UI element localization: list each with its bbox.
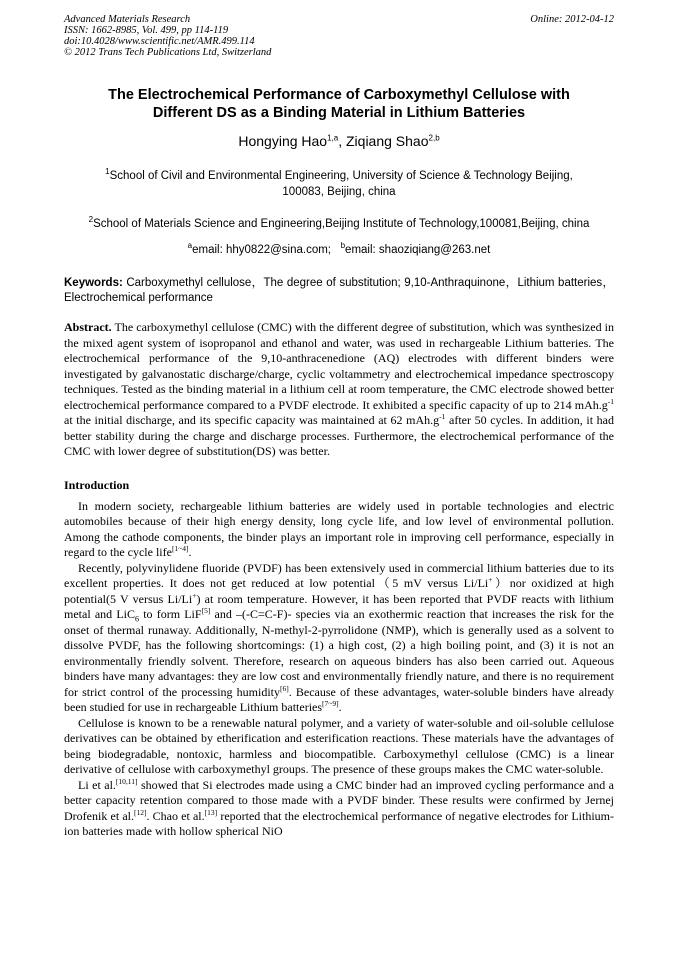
author-1-affil-mark: 1,a bbox=[327, 133, 339, 143]
intro-p1-text-2: . bbox=[188, 545, 192, 559]
abstract-unit-sup-2: -1 bbox=[439, 412, 446, 421]
copyright-line: © 2012 Trans Tech Publications Ltd, Switzerland bbox=[64, 47, 272, 58]
intro-p2-text-3: ) at room temperature. However, it has been reported that PVDF reacts with lithium metal and LiC bbox=[64, 591, 614, 621]
citation: [6] bbox=[280, 683, 289, 693]
intro-paragraph-2 bbox=[64, 561, 614, 716]
email-2-mark: b bbox=[340, 241, 346, 251]
citation: [1~4] bbox=[171, 544, 189, 553]
intro-paragraph-3: Cellulose is known to be a renewable natural polymer, and a variety of water-soluble and oil-soluble cellulose derivatives can be obtained by etherification and esterification reactions. These materials have the advantages of being biodegradable, nontoxic, harmless and biocompatible. Carboxymethyl cellulose (CMC) is a linear derivative of cellulose with carboxymethyl groups. The presence of these groups makes the CMC water-soluble. bbox=[64, 715, 614, 776]
formula-subscript: 6 bbox=[135, 614, 140, 624]
online-date: Online: 2012-04-12 bbox=[530, 14, 614, 25]
title-line-1: The Electrochemical Performance of Carboxymethyl Cellulose with bbox=[108, 87, 570, 103]
intro-p2-text-6: . Because of these advantages, water-soluble binders have already been studied for use in rechargeable Lithium batteries bbox=[64, 684, 615, 714]
intro-paragraph-1 bbox=[64, 499, 614, 561]
abstract-label: Abstract. bbox=[64, 320, 112, 334]
intro-p2-text-5: and –(-C=C-F)- species via an exothermic reaction that increases the risk for the onset of thermal runaway. Additionally, N-methyl-2-pyrrolidone (NMP), which is generally used as a solvent to dissolve PVDF, has the following shortcomings: (1) a high cost, (2) a high boiling point, and (3) it is not an environmentally friendly solvent. Therefore, research on aqueous binders has also been carried out. Aqueous binders have many advantages: they are low cost and environmentally friendly nature, and there is no requirement for strict control of the processing humidity bbox=[64, 607, 615, 699]
charge-sup: + bbox=[192, 590, 197, 600]
affiliation-2-text: School of Materials Science and Engineering,Beijing Institute of Technology,100081,Beijing, china bbox=[93, 218, 590, 230]
keywords-label: Keywords: bbox=[64, 277, 123, 289]
citation: [12] bbox=[133, 807, 147, 817]
author-separator: , bbox=[338, 133, 346, 149]
doi-line: doi:10.4028/www.scientific.net/AMR.499.114 bbox=[64, 36, 255, 47]
author-1: Hongying Hao bbox=[238, 133, 328, 149]
intro-p4-text-2: showed that Si electrodes made using a CMC binder had an improved cycling performance and a better capacity retention compared to those made with a PVDF binder. These results were confirmed by Jernej Drofenik et al. bbox=[64, 777, 615, 823]
email-1: email: hhy0822@sina.com; bbox=[192, 244, 331, 256]
affiliation-2-mark: 2 bbox=[88, 215, 94, 225]
affiliation-2 bbox=[64, 216, 614, 232]
intro-p2-text-2: ）nor oxidized at high potential(5 V versus Li/Li bbox=[64, 576, 614, 606]
citation: [7~9] bbox=[322, 699, 339, 708]
author-2: Ziqiang Shao bbox=[346, 133, 429, 149]
intro-p4-text-1: Li et al. bbox=[78, 777, 116, 792]
paper-title bbox=[64, 86, 614, 122]
email-1-mark: a bbox=[187, 241, 193, 251]
intro-p4-text-4: reported that the electrochemical performance of negative electrodes for Lithium-ion batteries made with hollow spherical NiO bbox=[64, 808, 614, 838]
keywords-text: Carboxymethyl cellulose，The degree of substitution; 9,10-Anthraquinone，Lithium batteries， Electrochemical performance bbox=[64, 277, 614, 304]
affiliation-1-line-2: 100083, Beijing, china bbox=[282, 186, 396, 198]
affiliation-1-line-1: School of Civil and Environmental Engineering, University of Science & Technology Beijing, bbox=[109, 170, 573, 182]
affiliation-1-mark: 1 bbox=[105, 167, 110, 177]
abstract-unit-sup-1: -1 bbox=[607, 396, 614, 406]
keywords-block bbox=[64, 276, 614, 306]
journal-name: Advanced Materials Research bbox=[64, 14, 191, 25]
author-2-affil-mark: 2,b bbox=[428, 133, 440, 143]
intro-p4-text-3: . Chao et al. bbox=[146, 808, 205, 823]
intro-p2-text-1: Recently, polyvinylidene fluoride (PVDF) has been extensively used in commercial lithium batteries due to its excellent properties. It does not get reduced at low potential（5 mV versus Li/Li bbox=[64, 560, 614, 590]
journal-header bbox=[64, 14, 614, 58]
citation: [5] bbox=[201, 606, 211, 615]
section-heading-introduction: Introduction bbox=[64, 477, 130, 492]
issn-line: ISSN: 1662-8985, Vol. 499, pp 114-119 bbox=[64, 25, 229, 36]
charge-sup: + bbox=[488, 575, 493, 584]
citation: [10,11] bbox=[115, 776, 138, 786]
intro-p1-text-1: In modern society, rechargeable lithium batteries are widely used in portable technologies and electric automobiles because of their high energy density, long cycle life, and low level of environmental pollution. Among the cathode components, the binder plays an important role in improving cell performance, especially in regard to the cycle life bbox=[64, 498, 614, 559]
intro-p2-text-4: to form LiF bbox=[139, 607, 202, 621]
abstract-text-1: The carboxymethyl cellulose (CMC) with the different degree of substitution, which was synthesized in the mixed agent system of isopropanol and ethanol and water, was used in rechargeable Lithium batteries. The electrochemical performance of the 9,10-anthracenedione (AQ) electrodes with different binders were investigated by galvanostatic discharge/charge, cyclic voltammetry and electrochemical impedance spectroscopy techniques. Tested as the binding material in a lithium cell at room temperature, the CMC electrode showed better electrochemical performance compared to a PVDF electrode. It exhibited a specific capacity of up to 214 mAh.g bbox=[64, 320, 614, 412]
affiliation-1 bbox=[64, 168, 614, 200]
abstract-text-2: at the initial discharge, and its specific capacity was maintained at 62 mAh.g bbox=[64, 413, 440, 427]
abstract-text-3: after 50 cycles. In addition, it had better stability during the charge and discharge processes. Furthermore, the electrochemical performance of the CMC with lower degree of substitution(DS) was better. bbox=[64, 413, 615, 458]
citation: [13] bbox=[204, 807, 218, 817]
author-emails bbox=[64, 242, 614, 258]
email-2: email: shaoziqiang@263.net bbox=[345, 244, 491, 256]
introduction-body bbox=[64, 499, 614, 840]
author-list bbox=[64, 132, 614, 150]
title-line-2: Different DS as a Binding Material in Lithium Batteries bbox=[152, 105, 526, 121]
intro-p2-text-7: . bbox=[338, 700, 342, 714]
abstract bbox=[64, 320, 614, 460]
intro-paragraph-4 bbox=[64, 778, 614, 840]
